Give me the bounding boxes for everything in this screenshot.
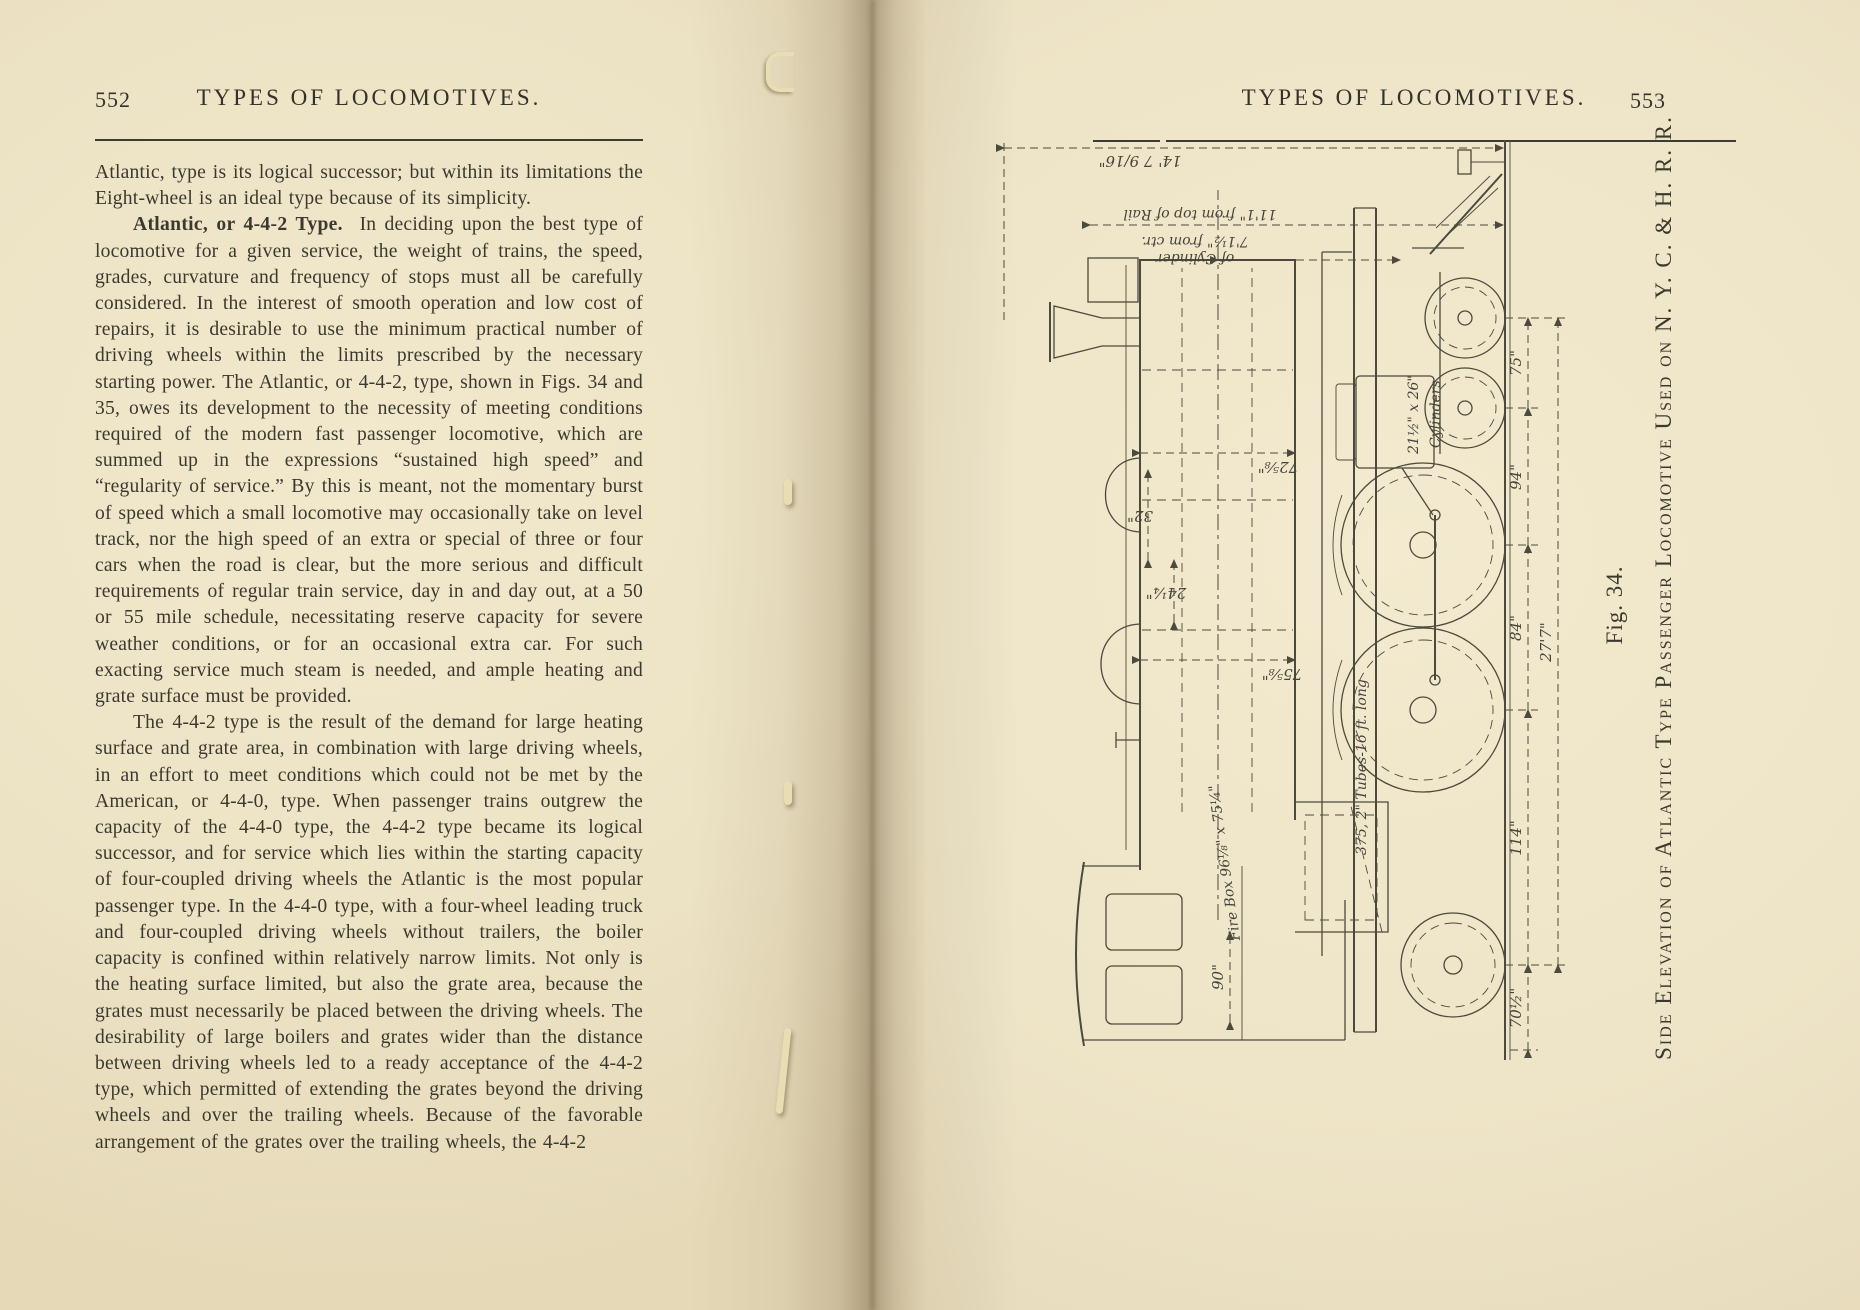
steam-dome [1101,624,1140,704]
paragraph [95,212,643,710]
frame [1322,208,1376,1032]
trailing-wheel [1401,913,1505,1017]
dim-domes [1127,470,1187,622]
label-wb-truck: 75" [1507,350,1525,376]
page-number: 553 [1630,88,1666,113]
label-dome-spacing: 32" [1127,507,1153,525]
label-cylinder-note-1: 7'1½" from ctr. [1141,233,1249,249]
dim-firebox-length [1209,932,1230,1022]
label-tubes: 375, 2" Tubes-16 ft. long [1354,679,1370,855]
label-cylinders-size: 21½" x 26" [1406,375,1422,454]
figure-caption-text: Side Elevation of Atlantic Type Passenger Locomotive Used on N. Y. C. & H. R. R. [1651,115,1676,1060]
figure-number [1598,540,1632,670]
label-rail-note: 11'1" from top of Rail [1123,206,1277,222]
label-wb-truck-driver: 94" [1507,464,1525,490]
cylinders [1336,375,1444,515]
label-cylinders-word: Cylinders [1428,380,1444,448]
figure-caption [1645,115,1683,1060]
label-wb-total: 27'7" [1537,622,1555,662]
paragraph-text: In deciding upon the best type of locomotive for a given service, the weight of trains, the speed, grades, curvature and frequency of stops must all be carefully considered. In the interest of smooth operation and low cost of repairs, it is desirable to use the minimum practical number of driving wheels within the limits prescribed by the necessary starting power. The Atlantic, or 4-4-2, type, shown in Figs. 34 and 35, owes its development to the necessity of meeting conditions required of the modern fast passenger locomotive, which are summed up in the expressions “sustained high speed” and “regularity of service.” By this is meant, not the momentary burst of speed which a small locomotive may occasionally take on level track, nor the high speed of an extra or special of three or four cars when the road is clear, but the more serious and difficult requirements of regular train service, day in and day out, at a 50 or 55 mile schedule, necessitating reserve capacity for severe weather conditions, or for an occasional extra car. For such exacting service much steam is needed, and ample heating and grate surface must be provided. [95,214,643,708]
running-head: TYPES OF LOCOMOTIVES. [1241,85,1587,110]
header-rule [95,139,643,141]
binding-thread [784,781,792,805]
paragraph-lead: Atlantic, or 4-4-2 Type. [133,214,343,236]
label-boiler-dia-front: 72⅝" [1257,458,1299,476]
dim-rail-note [1090,206,1503,225]
locomotive-diagram [990,130,1570,1060]
label-wb-rear: 70½" [1507,987,1525,1029]
firebox [1295,802,1388,932]
left-page [0,0,880,1310]
binding-thread [766,52,794,92]
paragraph [95,160,643,212]
headlight [1088,258,1138,302]
body-text [95,160,643,1156]
label-dome-width: 24¼" [1145,584,1187,602]
dim-boiler-diameters [1140,453,1302,683]
pilot-cowcatcher [1412,150,1505,254]
label-wb-driver-trailer: 114" [1507,820,1525,856]
smokestack [1050,302,1140,362]
label-cylinder-note-2: of Cylinder [1155,250,1235,266]
label-wb-drivers: 84" [1507,615,1525,641]
label-boiler-dia-back: 75⅝" [1261,665,1303,683]
figure-number-text: Fig. 34. [1602,565,1627,645]
rail-line [1505,140,1510,1060]
label-firebox-length: 90" [1209,964,1227,990]
paragraph-text: Atlantic, type is its logical successor; but within its limitations the Eight-wheel is an ideal type because of its simplicity. [95,162,643,210]
label-total-height: 14' 7 9/16" [1098,152,1182,170]
dim-total-height [1004,142,1503,320]
running-head: TYPES OF LOCOMOTIVES. [196,85,542,110]
dim-cylinder-note [1141,233,1400,266]
page-number: 552 [95,87,131,112]
paragraph-text: The 4-4-2 type is the result of the demand for large heating surface and grate area, in combination with large driving wheels, in an effort to meet conditions which could not be met by the American, or 4-4-0, type. When passenger trains outgrew the capacity of the 4-4-0 type, the 4-4-2 type became its logical successor, and for service which lies within the starting capacity of four-coupled driving wheels the Atlantic is the most popular passenger type. In the 4-4-0 type, with a four-wheel leading truck and four-coupled driving wheels without trailers, the boiler capacity is confined within relatively narrow limits. Not only is the heating surface limited, but also the grate area, because the grates must necessarily be placed between the driving wheels. The desirability of large boilers and grates wider than the distance between driving wheels led to a ready acceptance of the 4-4-2 type, which permitted of extending the grates beyond the driving wheels and over the trailing wheels. Because of the favorable arrangement of the grates over the trailing wheels, the 4-4-2 [95,712,643,1153]
whistle [1116,732,1140,748]
label-firebox: Fire Box 96⅛" x 75¼" [1206,783,1244,942]
binding-thread [784,479,792,505]
dim-wheelbase-chain [1505,318,1566,1050]
paragraph [95,710,643,1155]
